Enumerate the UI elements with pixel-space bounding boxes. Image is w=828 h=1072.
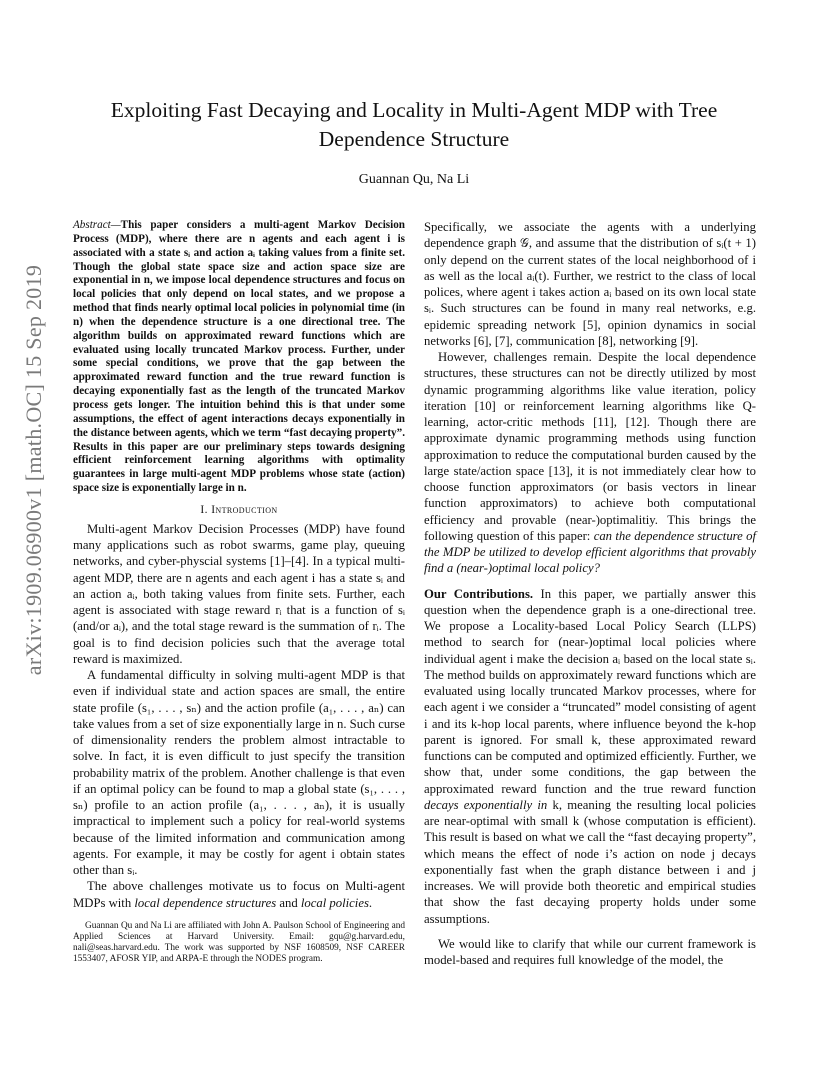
abstract-text: This paper considers a multi-agent Markov Decision Process (MDP), where there are n agents and each agent i is associated with a state sᵢ and action aᵢ taking values from a finite set. Though the global state space size and action space size are exponential in n, we impose local dependence structures and focus on local policies that only depend on local states, and we propose a method that finds nearly optimal local policies in polynomial time (in n) when the dependence structure is a one directional tree. The algorithm builds on approximated reward functions which are evaluated using locally truncated Markov process. Further, under some special conditions, we prove that the gap between the approximated reward function and the true reward function is decaying exponentially fast as the length of the truncated Markov process gets longer. The intuition behind this is that under some assumptions, the effect of agent interactions decays exponentially in the distance between agents, which we term “fast decaying property”. Results in this paper are our preliminary steps towards designing efficient reinforcement learning algorithms with optimality guarantees in large multi-agent MDP problems whose state (action) space size is exponentially large in n. <box>73 219 405 495</box>
intro-p3-mid: and <box>276 895 301 910</box>
contributions-paragraph <box>424 586 756 927</box>
contributions-label: Our Contributions. <box>424 586 534 601</box>
paper-authors: Guannan Qu, Na Li <box>358 172 470 187</box>
intro-p3-emphasis-2: local policies <box>300 895 369 910</box>
section-heading-introduction <box>73 504 405 516</box>
paper-title: Exploiting Fast Decaying and Locality in Multi-Agent MDP with Tree Dependence Structure <box>110 98 718 151</box>
right-p2-text: However, challenges remain. Despite the local dependence structures, these structures can not be directly utilized by most dynamic programming algorithms like value iteration, policy iteration [10] or reinforcement learning algorithms like Q-learning, actor-critic methods [11], [12]. Though there are approximate dynamic programming methods using function approximation to reduce the computational burden caused by the large state/action space [13], it is not immediately clear how to choose function approximators (or basis vectors in linear function approximators) to achieve both computational efficiency and provable (near-)optimalitiy. This brings the following question of this paper: <box>424 350 756 543</box>
contributions-text-1: In this paper, we partially answer this question when the dependence graph is a one-directional tree. We propose a Locality-based Local Policy Search (LLPS) method to search for (near-)optimal local policies where individual agent i make the decision aᵢ based on the local state sᵢ. The method builds on approximately reward functions which are evaluated using locally truncated Markov processes, where for each agent i we consider a “truncated” model consisting of agent i and its k-hop local parents, where influence beyond the k-hop parent is ignored. For small k, these approximated reward functions can be computed and optimized efficiently. Further, we show that, under some conditions, the gap between the approximated reward function and the true reward function <box>424 586 756 796</box>
affiliation-footnote: Guannan Qu and Na Li are affiliated with John A. Paulson School of Engineering and Applied Sciences at Harvard University. Email: gqu@g.harvard.edu, nali@seas.harvard.edu. The work was supported by NSF 1608509, NSF CAREER 1553407, AFOSR YIP, and ARPA-E through the NODES program. <box>73 920 405 965</box>
right-paragraph-4: We would like to clarify that while our current framework is model-based and requires full knowledge of the model, the <box>424 936 756 967</box>
abstract-label: Abstract— <box>73 219 121 231</box>
arxiv-sidebar <box>8 264 60 676</box>
intro-p3-emphasis-1: local dependence structures <box>134 895 277 910</box>
intro-paragraph-1: Multi-agent Markov Decision Processes (MDP) have found many applications such as robot swarms, game play, queuing networks, and cyber-physcial systems [1]–[4]. In a typical multi-agent MDP, there are n agents and each agent i has a state sᵢ and an action aᵢ, both taking values from finite sets. Further, each agent is associated with stage reward rᵢ that is a function of sᵢ (and/or aᵢ), and the total stage reward is the summation of rᵢ. The goal is to find decision policies such that the average total reward is maximized. <box>73 521 405 666</box>
right-column <box>424 219 756 968</box>
right-paragraph-2 <box>424 349 756 577</box>
research-question: can the dependence structure of the MDP be utilized to develop efficient algorithms that provably find a (near-)optimal local policy? <box>424 528 756 576</box>
left-column <box>73 219 405 966</box>
arxiv-stamp: arXiv:1909.06900v1 [math.OC] 15 Sep 2019 <box>21 264 46 676</box>
intro-paragraph-3 <box>73 878 405 911</box>
contributions-emphasis: decays exponentially in <box>424 797 548 812</box>
intro-paragraph-2: A fundamental difficulty in solving multi-agent MDP is that even if individual state and action spaces are small, the entire state profile (s₁, . . . , sₙ) and the action profile (a₁, . . . , aₙ) can take values from a set of size exponentially large in n. Such curse of dimensionality renders the problem almost intractable to solve. In fact, it is even difficult to just specify the transition probability matrix of the problem. Another challenge is that even if an optimal policy can be found to map a global state (s₁, . . . , sₙ) profile to an action profile (a₁, . . . , aₙ), it is usually impractical to implement such a policy for real-world systems because of the limited information and communication among agents. For example, it may be costly for agent i obtain states other than sᵢ. <box>73 668 405 878</box>
contributions-text-2: k, meaning the resulting local policies are near-optimal with small k (whose computation is efficient). This result is based on what we call the “fast decaying property”, which means the effect of node i’s action on node j decays exponentially fast when the graph distance between i and j increases. We will provide both theoretic and empirical studies that show the fast decaying property holds under some assumptions. <box>424 797 756 926</box>
section-number: I. <box>200 503 208 516</box>
abstract <box>73 219 405 496</box>
intro-p3-start: The above challenges motivate us to focus on Multi-agent MDPs with <box>73 879 405 910</box>
intro-p3-end: . <box>368 895 373 910</box>
section-title: Introduction <box>211 503 278 516</box>
right-paragraph-1: Specifically, we associate the agents with a underlying dependence graph 𝒢, and assume that the distribution of sᵢ(t + 1) only depend on the current states of the local neighborhood of i as well as the local aᵢ(t). Further, we restrict to the class of local polices, where agent i takes action aᵢ based on its own local state sᵢ. Such structures can be found in many real networks, e.g. epidemic spreading network [5], opinion dynamics in social networks [6], [7], communication [8], networking [9]. <box>424 220 756 348</box>
